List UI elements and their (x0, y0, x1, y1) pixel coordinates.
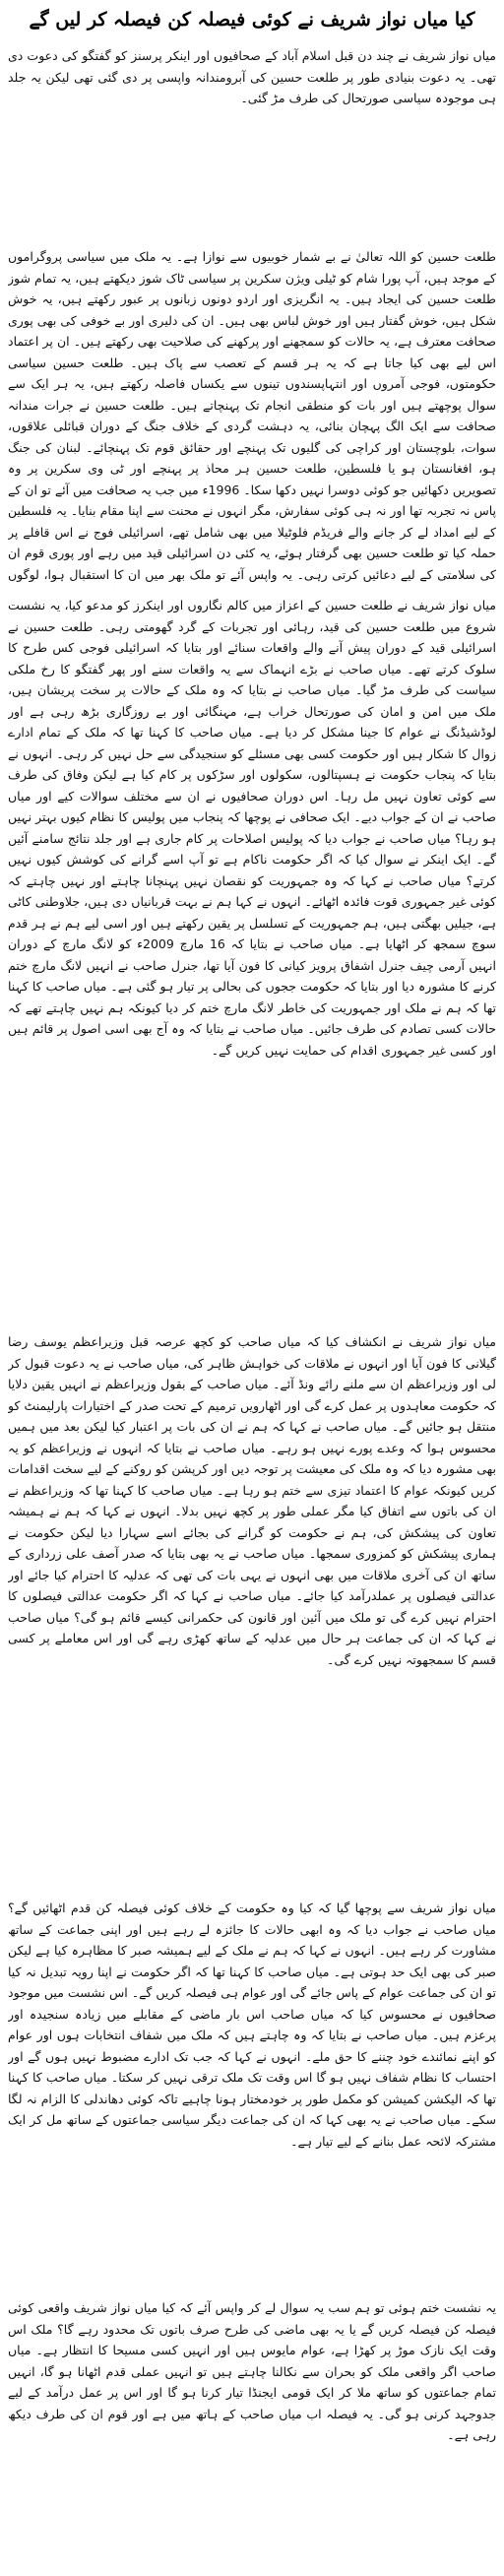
article-paragraph-5: میاں نواز شریف سے پوچھا گیا کہ کیا وہ حکومت کے خلاف کوئی فیصلہ کن قدم اٹھائیں گے؟ میاں صاحب نے جواب دیا کہ وہ ابھی حالات کا جائزہ لے رہے ہیں اور اپنی جماعت کے ساتھ مشاورت کر رہے ہیں۔ انہوں نے کہا کہ ہم نے ملک کے لیے ہمیشہ صبر کا مظاہرہ کیا ہے لیکن صبر کی بھی ایک حد ہوتی ہے۔ میاں صاحب کا کہنا تھا کہ اگر حکومت نے اپنا رویہ تبدیل نہ کیا تو ان کی جماعت عوام کے پاس جائے گی اور عوام ہی فیصلہ کریں گے۔ اس نشست میں موجود صحافیوں نے محسوس کیا کہ میاں صاحب اس بار ماضی کے مقابلے میں زیادہ سنجیدہ اور پرعزم ہیں۔ میاں صاحب نے بتایا کہ وہ چاہتے ہیں کہ ملک میں شفاف انتخابات ہوں اور عوام کو اپنے نمائندے خود چننے کا حق ملے۔ انہوں نے کہا کہ جب تک ادارے مضبوط نہیں ہوں گے اور احتساب کا نظام شفاف نہیں ہو گا اس وقت تک ملک ترقی نہیں کر سکتا۔ میاں صاحب کا کہنا تھا کہ الیکشن کمیشن کو مکمل طور پر خودمختار ہونا چاہیے تاکہ کوئی دھاندلی کا الزام نہ لگا سکے۔ میاں صاحب نے یہ بھی کہا کہ ان کی جماعت دیگر سیاسی جماعتوں کے ساتھ مل کر ایک مشترکہ لائحہ عمل بنانے کے لیے تیار ہے۔ (8, 1900, 496, 2149)
article-paragraph-2: طلعت حسین کو اللہ تعالیٰ نے بے شمار خوبیوں سے نوازا ہے۔ یہ ملک میں سیاسی پروگراموں کے موجد ہیں، آپ پورا شام کو ٹیلی ویژن سکرین پر سیاسی ٹاک شوز دیکھتے ہیں، یہ تمام شوز طلعت حسین کی ایجاد ہیں۔ یہ انگریزی اور اردو دونوں زبانوں پر عبور رکھتے ہیں، یہ خوش شکل ہیں، خوش گفتار ہیں اور خوش لباس بھی ہیں۔ ان کی دلیری اور بے خوفی کی بھی پوری صحافت معترف ہے، یہ حالات کو سمجھنے اور پرکھنے کی صلاحیت بھی رکھتے ہیں۔ ان پر اعتماد اس لیے بھی کیا جاتا ہے کہ یہ ہر قسم کے تعصب سے پاک ہیں۔ طلعت حسین سیاسی حکومتوں، فوجی آمروں اور انتہاپسندوں تینوں سے یکساں فاصلہ رکھتے ہیں، یہ ہر ایک سے سوال پوچھتے ہیں اور بات کو منطقی انجام تک پہنچاتے ہیں۔ طلعت حسین نے جرات مندانہ صحافت سے ایک الگ پہچان بنائی، یہ دہشت گردی کے خلاف جنگ کے دوران قبائلی علاقوں، سوات، بلوچستان اور کراچی کی گلیوں تک پہنچے اور حقائق قوم تک پہنچائے۔ لبنان کی جنگ ہو، افغانستان ہو یا فلسطین، طلعت حسین ہر محاذ پر پہنچے اور ٹی وی سکرین پر وہ تصویریں دکھائیں جو کوئی دوسرا نہیں دکھا سکا۔ 1996ء میں جب یہ صحافت میں آئے تو ان کے پاس نہ تجربہ تھا اور نہ ہی کوئی سفارش، مگر انہوں نے محنت سے اپنا مقام بنایا۔ یہ فلسطین کے لیے امداد لے کر جانے والے فریڈم فلوٹیلا میں بھی شامل تھے، اسرائیلی فوج نے اس قافلے پر حملہ کیا تو طلعت حسین بھی گرفتار ہوئے، یہ کئی دن اسرائیلی قید میں رہے اور پوری قوم ان کی سلامتی کے لیے دعائیں کرتی رہی۔ یہ واپس آئے تو ملک بھر میں ان کا استقبال ہوا، لوگوں (8, 249, 496, 582)
article-paragraph-6: یہ نشست ختم ہوئی تو ہم سب یہ سوال لے کر واپس آئے کہ کیا میاں نواز شریف واقعی کوئی فیصلہ کن فیصلہ کریں گے یا یہ بھی ماضی کی طرح صرف باتوں تک محدود رہے گا؟ ملک اس وقت ایک نازک موڑ پر کھڑا ہے، عوام مایوس ہیں اور انہیں کسی مسیحا کا انتظار ہے۔ میاں صاحب اگر واقعی ملک کو بحران سے نکالنا چاہتے ہیں تو انہیں عملی قدم اٹھانا ہو گا، انہیں تمام جماعتوں کو ساتھ ملا کر ایک قومی ایجنڈا تیار کرنا ہو گا اور اس پر عمل درآمد کے لیے جدوجہد کرنی ہو گی۔ یہ فیصلہ اب میاں صاحب کے ہاتھ میں ہے اور قوم ان کی طرف دیکھ رہی ہے۔ (8, 2300, 496, 2442)
article-paragraph-1: میاں نواز شریف نے چند دن قبل اسلام آباد کے صحافیوں اور اینکر پرسنز کو گفتگو کی دعوت دی تھی۔ یہ دعوت بنیادی طور پر طلعت حسین کی آبرومندانہ واپسی پر دی گئی تھی لیکن یہ جلد ہی موجودہ سیاسی صورتحال کی طرف مڑ گئی۔ (8, 48, 496, 105)
article-headline: کیا میاں نواز شریف نے کوئی فیصلہ کن فیصلہ کر لیں گے (29, 9, 475, 31)
article-body (8, 45, 496, 2556)
article-paragraph-4: میاں نواز شریف نے انکشاف کیا کہ میاں صاحب کو کچھ عرصہ قبل وزیراعظم یوسف رضا گیلانی کا فون آیا اور انہوں نے ملاقات کی خواہش ظاہر کی، میاں صاحب نے یہ دعوت قبول کر لی اور وزیراعظم ان سے ملنے رائے ونڈ آئے۔ میاں صاحب کے بقول وزیراعظم نے انہیں یقین دلایا کہ حکومت معاہدوں پر عمل کرے گی اور اٹھارویں ترمیم کے تحت صدر کے اختیارات پارلیمنٹ کو منتقل ہو جائیں گے۔ میاں صاحب نے کہا کہ ہم نے ان کی بات پر اعتبار کیا لیکن بعد میں ہمیں محسوس ہوا کہ وعدے پورے نہیں ہو رہے۔ میاں صاحب نے بتایا کہ انہوں نے وزیراعظم کو یہ بھی مشورہ دیا کہ وہ ملک کی معیشت پر توجہ دیں اور کرپشن کو روکنے کے لیے سخت اقدامات کریں کیونکہ عوام کا اعتماد تیزی سے ختم ہو رہا ہے۔ میاں صاحب کا کہنا تھا کہ وزیراعظم نے ان کی باتوں سے اتفاق کیا مگر عملی طور پر کچھ نہیں بدلا۔ انہوں نے کہا کہ ہم نے ہمیشہ تعاون کی پیشکش کی، ہم نے حکومت کو گرانے کی بجائے اسے سہارا دیا لیکن حکومت نے ہماری پیشکش کو کمزوری سمجھا۔ میاں صاحب نے یہ بھی بتایا کہ صدر آصف علی زرداری کے ساتھ ان کی آخری ملاقات میں بھی انہوں نے یہی بات کی تھی کہ عدلیہ کا احترام کیا جائے اور عدالتی فیصلوں پر عملدرآمد کیا جائے۔ میاں صاحب نے کہا کہ اگر حکومت عدالتی فیصلوں کا احترام نہیں کرے گی تو ملک میں آئین اور قانون کی حکمرانی کیسے قائم ہو گی؟ میاں صاحب نے کہا کہ ان کی جماعت ہر حال میں عدلیہ کے ساتھ کھڑی رہے گی اور اس معاملے پر کسی قسم کا سمجھوتہ نہیں کرے گی۔ (8, 1334, 496, 1667)
article-paragraph-3: میاں نواز شریف نے طلعت حسین کے اعزاز میں کالم نگاروں اور اینکرز کو مدعو کیا، یہ نشست شروع میں طلعت حسین کی قید، رہائی اور تجربات کے گرد گھومتی رہی۔ طلعت حسین نے اسرائیلی قید کے دوران پیش آنے والے واقعات سنائے اور بتایا کہ اسرائیلی فوجی کس طرح کا سلوک کرتے تھے۔ میاں صاحب نے بڑے انہماک سے یہ واقعات سنے اور پھر گفتگو کا رخ ملکی سیاست کی طرف مڑ گیا۔ میاں صاحب نے بتایا کہ وہ ملک کے حالات پر سخت پریشان ہیں، ملک میں امن و امان کی صورتحال خراب ہے، مہنگائی اور بے روزگاری بڑھ رہی ہے اور لوڈشیڈنگ نے عوام کا جینا مشکل کر دیا ہے۔ میاں صاحب کا کہنا تھا کہ ملک کے تمام ادارے زوال کا شکار ہیں اور حکومت کسی بھی مسئلے کو سنجیدگی سے حل نہیں کر رہی۔ انہوں نے بتایا کہ پنجاب حکومت نے ہسپتالوں، سکولوں اور سڑکوں پر کام کیا ہے لیکن وفاق کی طرف سے کوئی تعاون نہیں مل رہا۔ اس دوران صحافیوں نے ان سے مختلف سوالات کیے اور میاں صاحب نے ان کے جواب دیے۔ ایک صحافی نے پوچھا کہ پنجاب میں پولیس کا نظام کیوں بہتر نہیں ہو رہا؟ میاں صاحب نے جواب دیا کہ پولیس اصلاحات پر کام جاری ہے اور جلد نتائج سامنے آئیں گے۔ ایک اینکر نے سوال کیا کہ اگر حکومت ناکام ہے تو آپ اسے گرانے کی کوشش کیوں نہیں کرتے؟ میاں صاحب نے کہا کہ وہ جمہوریت کو نقصان نہیں پہنچانا چاہتے اور نہیں چاہتے کہ کوئی غیر جمہوری قوت فائدہ اٹھائے۔ انہوں نے کہا ہم نے بہت قربانیاں دی ہیں، جلاوطنی کاٹی ہے، جیلیں بھگتی ہیں، ہم جمہوریت کے تسلسل پر یقین رکھتے ہیں اور اسی لیے ہم نے ہر قدم سوچ سمجھ کر اٹھایا ہے۔ میاں صاحب نے بتایا کہ 16 مارچ 2009ء کو لانگ مارچ کے دوران انہیں آرمی چیف جنرل اشفاق پرویز کیانی کا فون آیا تھا، جنرل صاحب نے انہیں لانگ مارچ ختم کرنے کا مشورہ دیا اور بتایا کہ حکومت ججوں کی بحالی پر تیار ہو گئی ہے۔ میاں صاحب کا کہنا تھا کہ ہم نے ملک اور جمہوریت کی خاطر لانگ مارچ ختم کر دیا کیونکہ ہم نہیں چاہتے تھے کہ حالات کسی تصادم کی طرف جائیں۔ میاں صاحب نے بتایا کہ وہ آج بھی اسی اصول پر قائم ہیں اور کسی غیر جمہوری اقدام کی حمایت نہیں کریں گے۔ (8, 598, 496, 1058)
